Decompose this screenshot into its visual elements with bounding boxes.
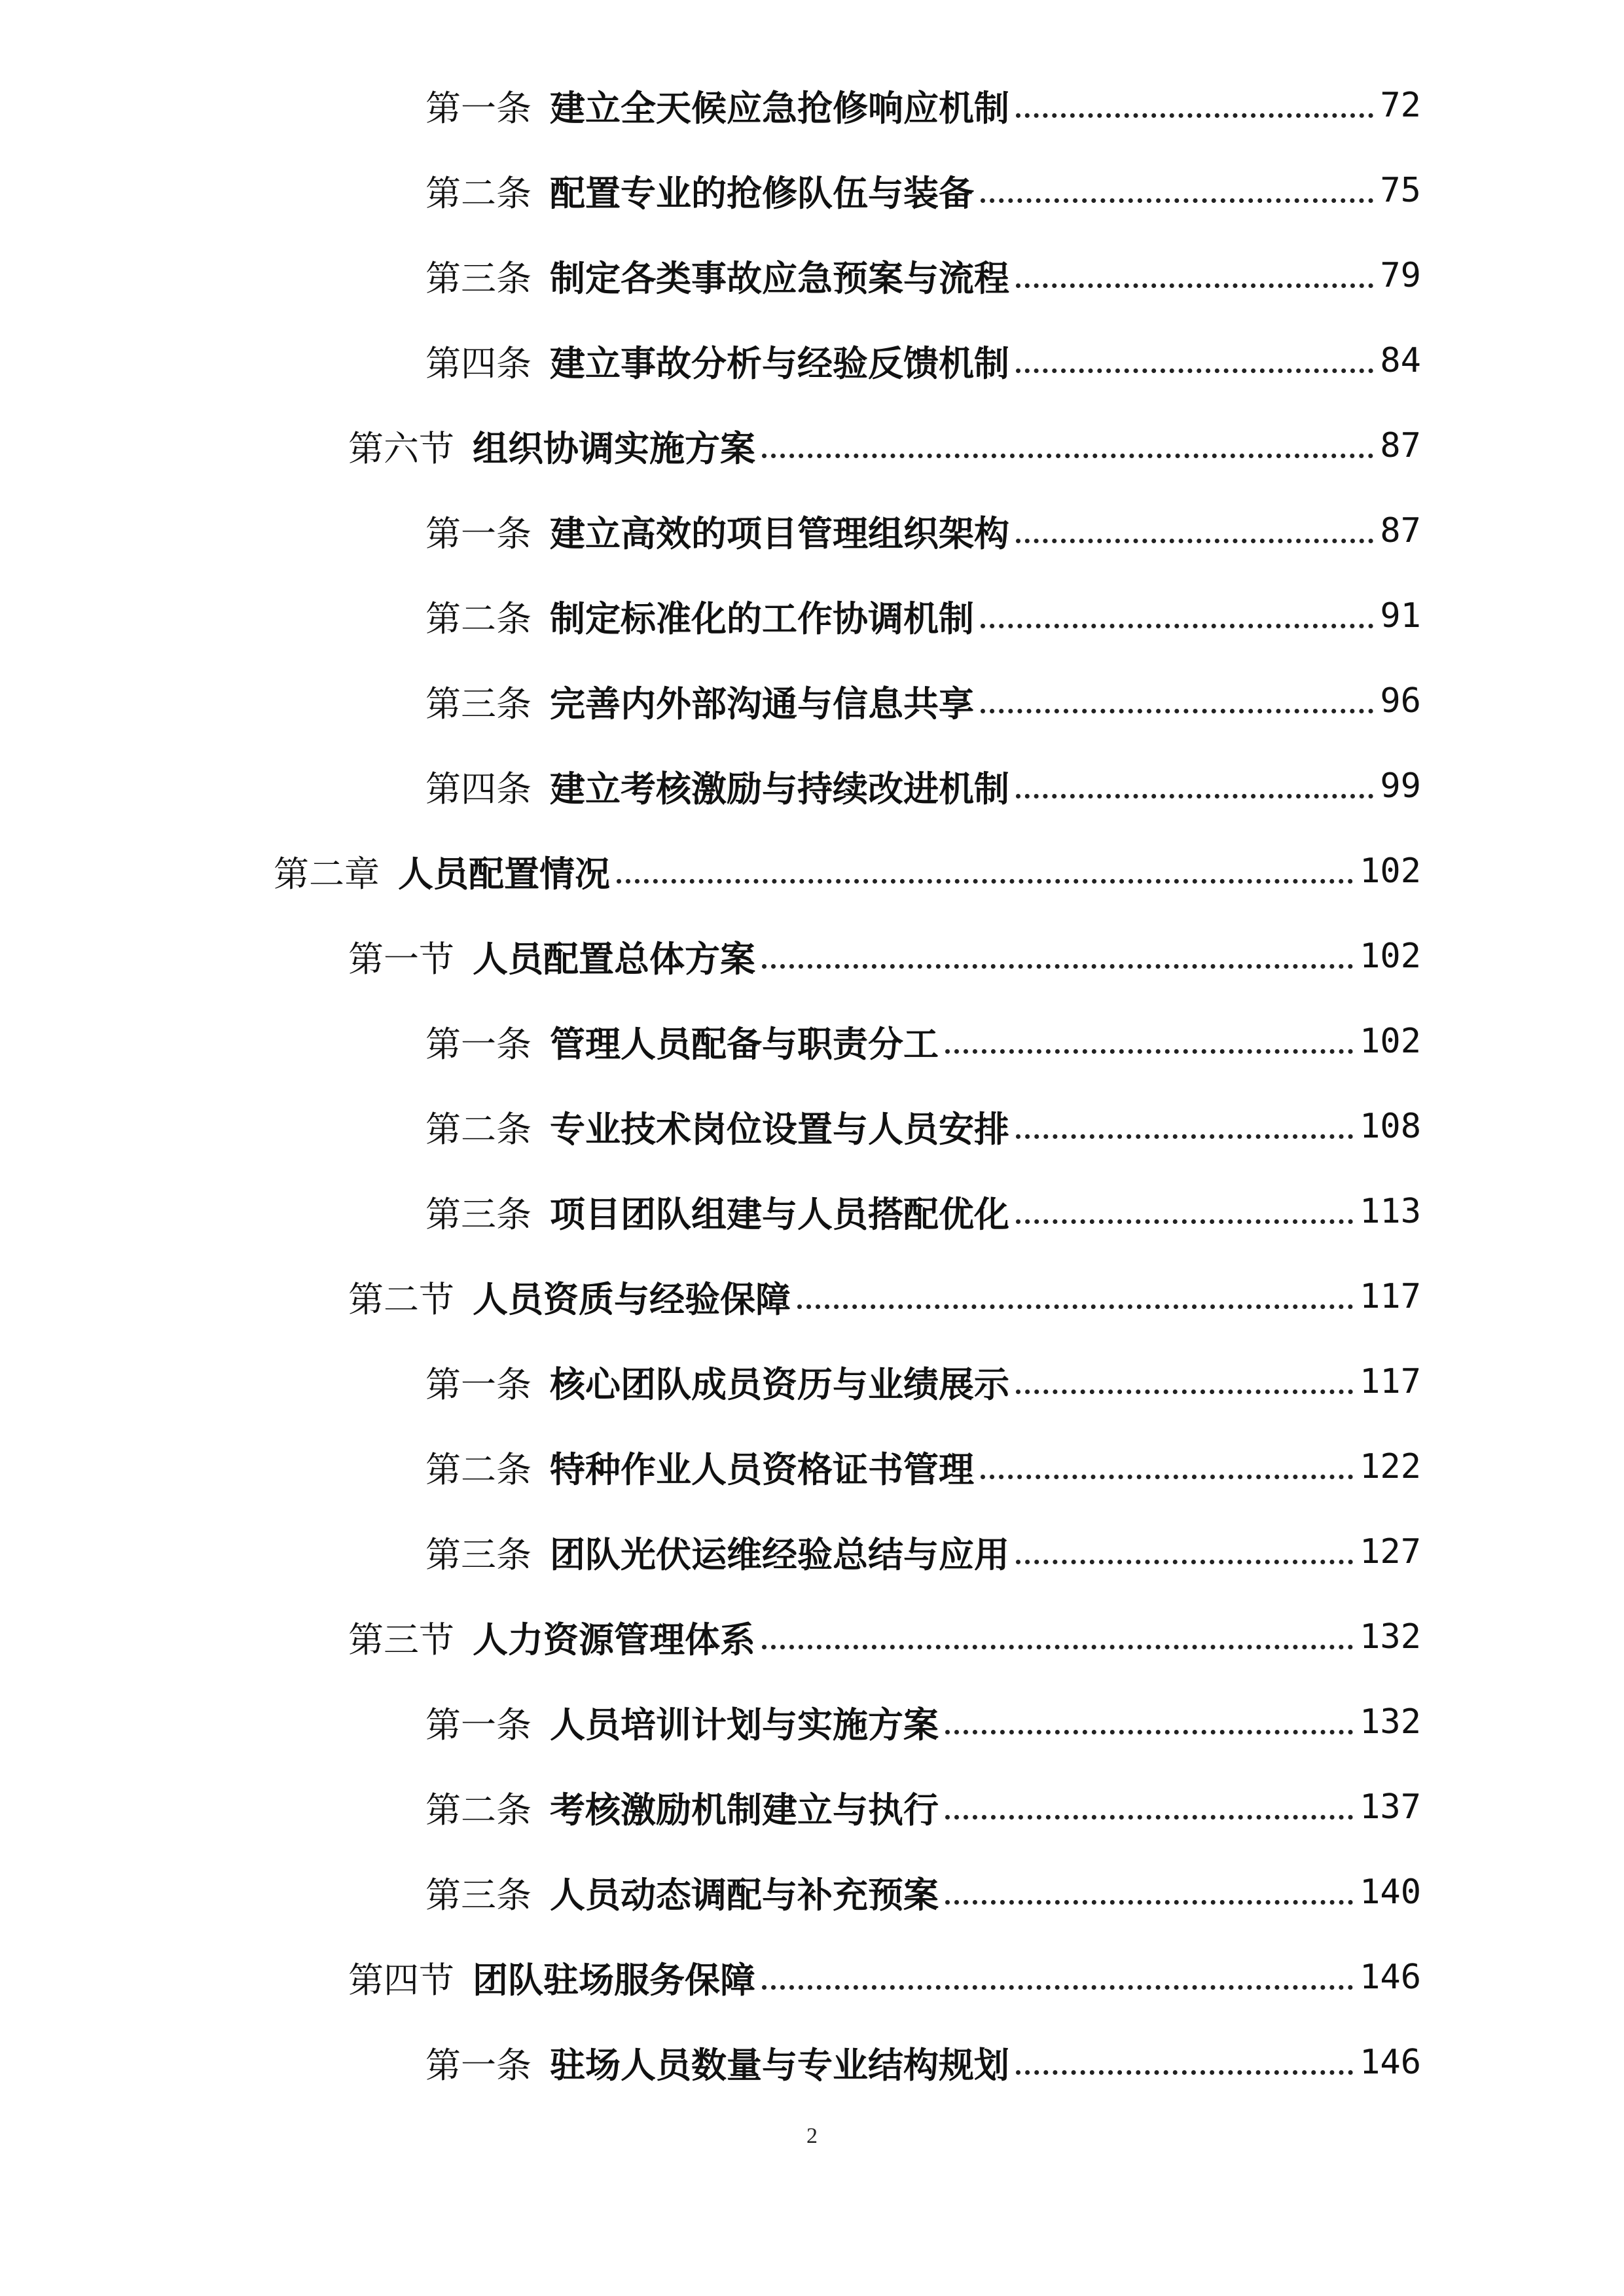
toc-entry-title: 核心团队成员资历与业绩展示: [550, 1363, 1009, 1405]
toc-entry-title: 建立高效的项目管理组织架构: [550, 512, 1009, 554]
toc-entry-title: 人力资源管理体系: [473, 1618, 755, 1660]
toc-entry-page: 96: [1380, 681, 1421, 721]
dot-leader: [1016, 513, 1373, 548]
dot-leader: [1016, 1364, 1353, 1399]
toc-entry-prefix: 第二条: [425, 1448, 532, 1490]
toc-entry[interactable]: [0, 829, 1624, 914]
toc-entry-prefix: 第六节: [348, 427, 454, 469]
toc-entry[interactable]: [0, 403, 1624, 488]
toc-entry[interactable]: [0, 1765, 1624, 1850]
toc-entry-title: 建立考核激励与持续改进机制: [550, 767, 1009, 810]
toc-entry[interactable]: [0, 999, 1624, 1084]
toc-entry[interactable]: [0, 1084, 1624, 1169]
toc-entry-prefix: 第二节: [348, 1278, 454, 1320]
toc-entry[interactable]: [0, 1679, 1624, 1765]
toc-entry-prefix: 第二条: [425, 1789, 532, 1831]
toc-entry-prefix: 第四条: [425, 342, 532, 384]
toc-entry-page: 146: [1360, 2043, 1421, 2082]
toc-entry[interactable]: [0, 1339, 1624, 1424]
toc-entry[interactable]: [0, 1424, 1624, 1509]
toc-entry-prefix: 第三条: [425, 1874, 532, 1916]
toc-entry-page: 132: [1360, 1702, 1421, 1742]
toc-entry-title: 人员资质与经验保障: [473, 1278, 791, 1320]
dot-leader: [945, 1789, 1353, 1825]
dot-leader: [981, 173, 1373, 208]
toc-entry[interactable]: [0, 1935, 1624, 2020]
toc-entry-title: 考核激励机制建立与执行: [550, 1788, 939, 1831]
toc-entry-prefix: 第四节: [348, 1959, 454, 2001]
dot-leader: [1016, 1194, 1353, 1229]
toc-entry-prefix: 第一条: [425, 1363, 532, 1405]
dot-leader: [617, 853, 1353, 889]
toc-entry-page: 102: [1360, 1022, 1421, 1061]
toc-entry-title: 建立全天候应急抢修响应机制: [550, 86, 1009, 129]
toc-entry-title: 制定标准化的工作协调机制: [550, 597, 974, 639]
toc-entry-page: 84: [1380, 341, 1421, 380]
toc-entry-prefix: 第二章: [274, 853, 380, 895]
toc-entry-prefix: 第二条: [425, 172, 532, 214]
toc-entry-title: 管理人员配备与职责分工: [550, 1022, 939, 1065]
toc-entry[interactable]: [0, 488, 1624, 573]
toc-entry-page: 108: [1360, 1107, 1421, 1146]
toc-entry-title: 专业技术岗位设置与人员安排: [550, 1107, 1009, 1150]
dot-leader: [1016, 88, 1373, 123]
toc-entry-page: 87: [1380, 426, 1421, 465]
toc-entry[interactable]: [0, 744, 1624, 829]
toc-entry-title: 团队驻场服务保障: [473, 1958, 755, 2001]
toc-entry-page: 72: [1380, 86, 1421, 125]
toc-entry-prefix: 第三节: [348, 1619, 454, 1660]
dot-leader: [981, 598, 1373, 634]
toc-entry-page: 91: [1380, 596, 1421, 636]
toc-entry-title: 组织协调实施方案: [473, 427, 755, 469]
toc-entry-page: 102: [1360, 937, 1421, 976]
toc-entry-prefix: 第四条: [425, 768, 532, 810]
toc-entry[interactable]: [0, 63, 1624, 148]
toc-entry-page: 117: [1360, 1362, 1421, 1401]
dot-leader: [762, 1619, 1353, 1655]
toc-entry-title: 人员动态调配与补充预案: [550, 1873, 939, 1916]
toc-entry-prefix: 第三条: [425, 1193, 532, 1235]
toc-entry-prefix: 第一条: [425, 2044, 532, 2086]
toc-entry-page: 117: [1360, 1277, 1421, 1316]
toc-entry-prefix: 第三条: [425, 1534, 532, 1575]
page-number: 2: [806, 2124, 818, 2148]
toc-entry-page: 99: [1380, 766, 1421, 806]
toc-entry[interactable]: [0, 148, 1624, 233]
toc-entry-title: 驻场人员数量与专业结构规划: [550, 2043, 1009, 2086]
toc-entry[interactable]: [0, 1594, 1624, 1679]
toc-entry[interactable]: [0, 573, 1624, 658]
toc-entry-page: 79: [1380, 256, 1421, 295]
toc-entry-title: 完善内外部沟通与信息共享: [550, 682, 974, 725]
toc-entry[interactable]: [0, 1509, 1624, 1594]
toc-entry-title: 建立事故分析与经验反馈机制: [550, 342, 1009, 384]
toc-entry-prefix: 第一条: [425, 87, 532, 129]
toc-entry-prefix: 第一条: [425, 1704, 532, 1746]
toc-entry[interactable]: [0, 658, 1624, 744]
dot-leader: [1016, 768, 1373, 804]
toc-entry-prefix: 第一条: [425, 512, 532, 554]
dot-leader: [981, 1449, 1353, 1484]
toc-entry[interactable]: [0, 1254, 1624, 1339]
toc-entry[interactable]: [0, 318, 1624, 403]
toc-entry-page: 127: [1360, 1532, 1421, 1571]
toc-entry-page: 132: [1360, 1617, 1421, 1657]
toc-entry-prefix: 第一节: [348, 938, 454, 980]
toc-entry[interactable]: [0, 2020, 1624, 2105]
toc-entry-page: 87: [1380, 511, 1421, 550]
toc-entry-title: 配置专业的抢修队伍与装备: [550, 171, 974, 214]
toc-entry-page: 140: [1360, 1873, 1421, 1912]
toc-entry-page: 146: [1360, 1958, 1421, 1997]
toc-entry-prefix: 第三条: [425, 683, 532, 725]
toc-entry[interactable]: [0, 1169, 1624, 1254]
dot-leader: [1016, 1109, 1353, 1144]
toc-entry-page: 137: [1360, 1787, 1421, 1827]
dot-leader: [945, 1874, 1353, 1910]
toc-entry[interactable]: [0, 233, 1624, 318]
dot-leader: [1016, 1534, 1353, 1570]
dot-leader: [945, 1704, 1353, 1740]
dot-leader: [1016, 343, 1373, 378]
toc-entry[interactable]: [0, 914, 1624, 999]
dot-leader: [797, 1279, 1353, 1314]
toc-entry-page: 102: [1360, 852, 1421, 891]
dot-leader: [1016, 258, 1373, 293]
toc-entry-title: 特种作业人员资格证书管理: [550, 1448, 974, 1490]
dot-leader: [945, 1024, 1353, 1059]
toc-entry-prefix: 第二条: [425, 598, 532, 639]
toc-entry-title: 人员配置情况: [398, 852, 610, 895]
dot-leader: [762, 1960, 1353, 1995]
dot-leader: [1016, 2045, 1353, 2080]
toc-entry-title: 制定各类事故应急预案与流程: [550, 257, 1009, 299]
toc-entry-page: 122: [1360, 1447, 1421, 1486]
toc-entry-page: 113: [1360, 1192, 1421, 1231]
dot-leader: [762, 939, 1353, 974]
dot-leader: [981, 683, 1373, 719]
toc-entry-title: 团队光伏运维经验总结与应用: [550, 1533, 1009, 1575]
toc-entry-prefix: 第一条: [425, 1023, 532, 1065]
toc-entry-prefix: 第三条: [425, 257, 532, 299]
table-of-contents: [0, 63, 1624, 2105]
toc-entry-title: 人员配置总体方案: [473, 937, 755, 980]
dot-leader: [762, 428, 1373, 463]
toc-entry-page: 75: [1380, 171, 1421, 210]
toc-entry-title: 人员培训计划与实施方案: [550, 1703, 939, 1746]
toc-entry[interactable]: [0, 1850, 1624, 1935]
toc-entry-title: 项目团队组建与人员搭配优化: [550, 1193, 1009, 1235]
toc-entry-prefix: 第二条: [425, 1108, 532, 1150]
